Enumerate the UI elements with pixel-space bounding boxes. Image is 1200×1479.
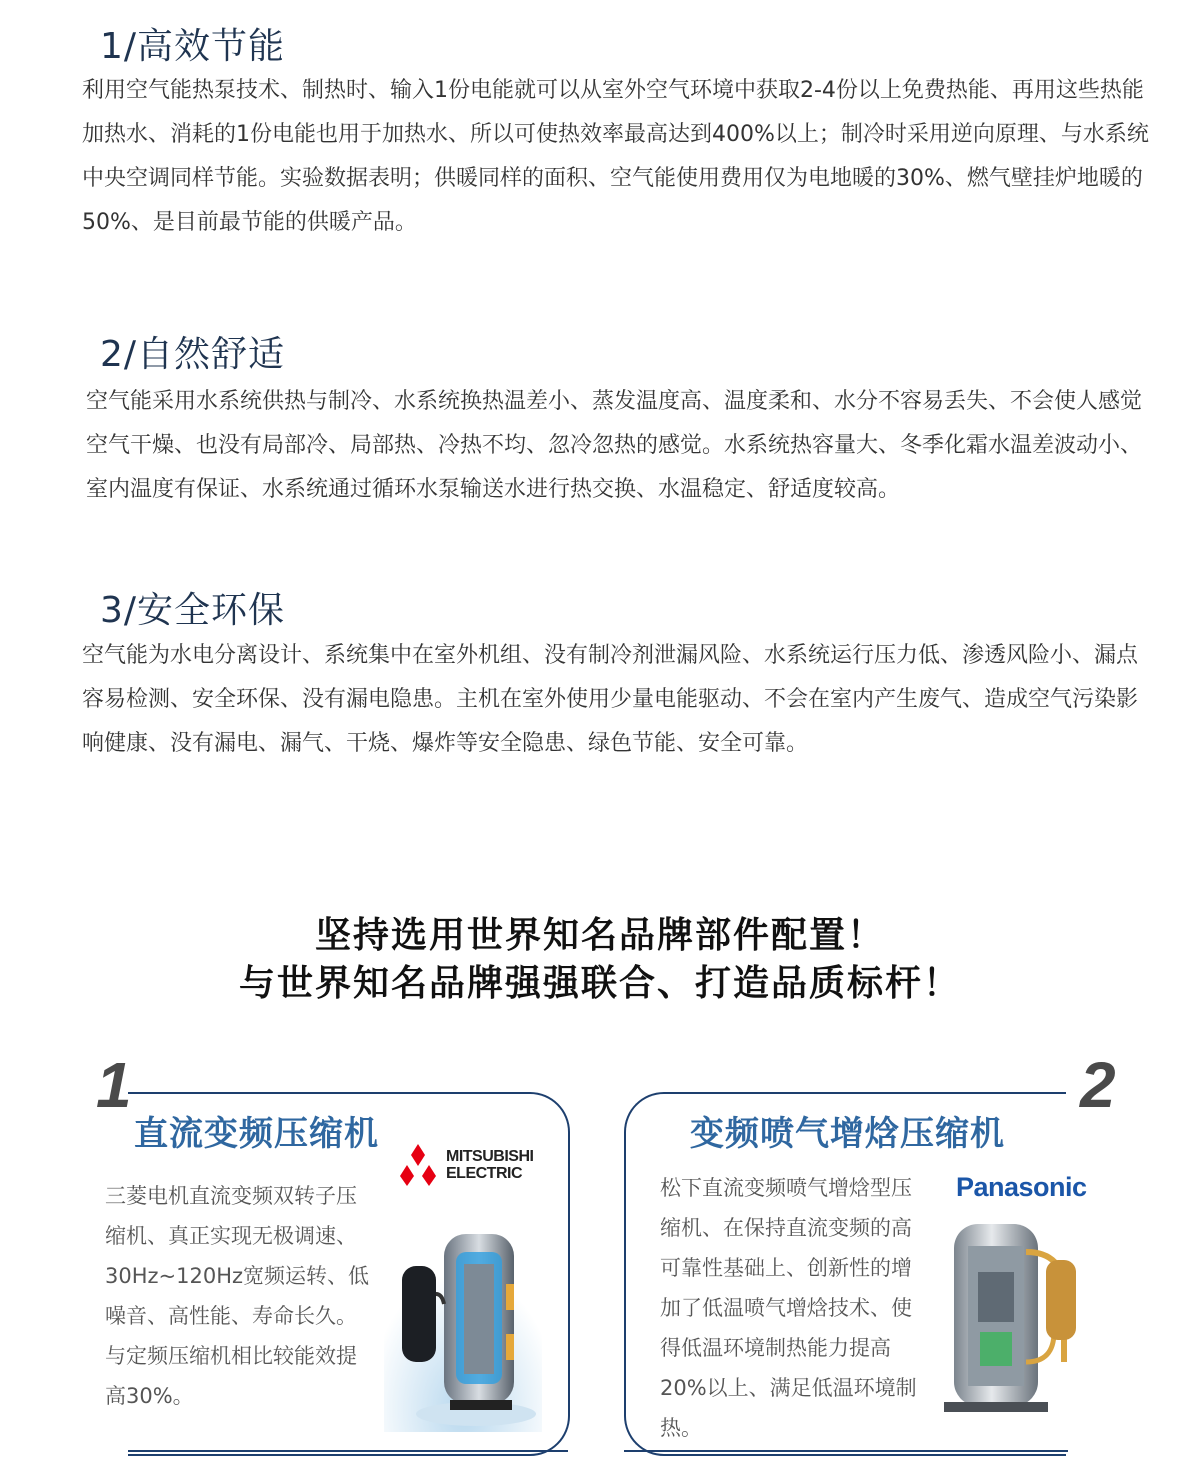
section-title-safety: 3/安全环保 <box>100 590 286 631</box>
mitsubishi-logo <box>392 1142 552 1192</box>
rotary-compressor-image <box>384 1204 542 1432</box>
panasonic-logo: Panasonic <box>956 1172 1087 1202</box>
card-title-1: 直流变频压缩机 <box>134 1114 379 1154</box>
mitsubishi-diamonds-icon <box>392 1142 444 1188</box>
card-number-1: 1 <box>96 1049 132 1121</box>
card-2-bottom-rule <box>624 1450 1068 1452</box>
card-1-bottom-rule <box>128 1450 568 1452</box>
section-title-efficiency: 1/高效节能 <box>100 26 286 67</box>
card-text-1: 三菱电机直流变频双转子压缩机、真正实现无极调速、30Hz~120Hz宽频运转、低噪音、高性能、寿命长久。与定频压缩机相比较能效提高30%。 <box>105 1184 370 1408</box>
section-title-comfort: 2/自然舒适 <box>100 334 286 375</box>
card-number-2: 2 <box>1080 1049 1116 1121</box>
card-text-2: 松下直流变频喷气增焓型压缩机、在保持直流变频的高可靠性基础上、创新性的增加了低温喷气增焓技术、使得低温环境制热能力提高20%以上、满足低温环境制热。 <box>660 1176 917 1440</box>
section-body-comfort: 空气能采用水系统供热与制冷、水系统换热温差小、蒸发温度高、温度柔和、水分不容易丢失、不会使人感觉空气干燥、也没有局部冷、局部热、冷热不均、忽冷忽热的感觉。水系统热容量大、冬季化霜水温差波动小、室内温度有保证、水系统通过循环水泵输送水进行热交换、水温稳定、舒适度较高。 <box>86 389 1143 502</box>
scroll-compressor-icon <box>934 1212 1084 1424</box>
scroll-compressor-image <box>934 1212 1084 1424</box>
section-body-safety: 空气能为水电分离设计、系统集中在室外机组、没有制冷剂泄漏风险、水系统运行压力低、渗透风险小、漏点容易检测、安全环保、没有漏电隐患。主机在室外使用少量电能驱动、不会在室内产生废气、造成空气污染影响健康、没有漏电、漏气、干烧、爆炸等安全隐患、绿色节能、安全可靠。 <box>82 643 1139 756</box>
section-body-efficiency: 利用空气能热泵技术、制热时、输入1份电能就可以从室外空气环境中获取2-4份以上免费热能、再用这些热能加热水、消耗的1份电能也用于加热水、所以可使热效率最高达到400%以上；制冷时采用逆向原理、与水系统中央空调同样节能。实验数据表明；供暖同样的面积、空气能使用费用仅为电地暖的30%、燃气壁挂炉地暖的50%、是目前最节能的供暖产品。 <box>82 78 1149 235</box>
headline-line-1: 坚持选用世界知名品牌部件配置！ <box>314 915 885 956</box>
card-title-2: 变频喷气增焓压缩机 <box>690 1114 1005 1154</box>
rotary-compressor-icon <box>384 1204 542 1432</box>
headline-line-2: 与世界知名品牌强强联合、打造品质标杆！ <box>238 963 961 1004</box>
mitsubishi-logo-line-1: MITSUBISHI <box>446 1148 534 1165</box>
mitsubishi-logo-line-2: ELECTRIC <box>446 1165 522 1182</box>
